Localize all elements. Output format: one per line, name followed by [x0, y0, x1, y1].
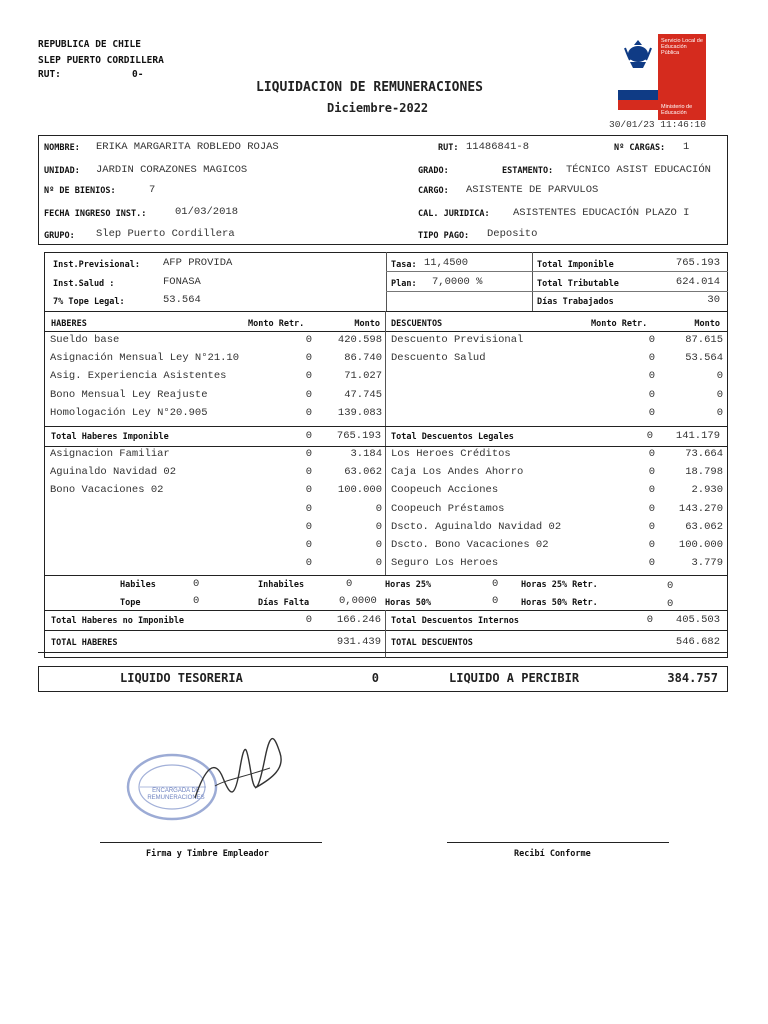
horas25r-label: Horas 25% Retr. — [521, 580, 598, 590]
table-row — [386, 447, 728, 465]
emp-rut-value: 11486841-8 — [466, 141, 530, 153]
table-row — [44, 556, 385, 574]
employer-signature-line — [100, 842, 322, 843]
asistencia-top-line — [44, 575, 728, 576]
row-monto-retr: 0 — [305, 334, 312, 346]
row-concept: Dscto. Bono Vacaciones 02 — [391, 539, 549, 551]
table-row — [44, 465, 385, 483]
row-monto: 2.930 — [691, 484, 723, 497]
table-row — [44, 351, 385, 369]
row-concept: Coopeuch Acciones — [391, 484, 499, 497]
table-row — [386, 406, 728, 424]
row-monto: 3.184 — [350, 448, 382, 460]
total-descuentos-internos-label: Total Descuentos Internos — [391, 616, 519, 626]
row-monto-retr: 0 — [305, 370, 312, 383]
table-row — [386, 502, 728, 520]
dias-falta-label: Días Falta — [258, 598, 310, 608]
row-monto-retr: 0 — [648, 352, 655, 365]
horas25-label: Horas 25% — [385, 580, 432, 590]
row-concept: Descuento Salud — [391, 352, 486, 365]
coat-of-arms-icon — [618, 34, 658, 74]
table-row — [386, 538, 728, 556]
unidad-value: JARDIN CORAZONES MAGICOS — [96, 164, 248, 176]
total-descuentos-internos-monto: 405.503 — [675, 614, 720, 626]
total-haberes-no-imponible-monto: 166.246 — [336, 614, 381, 626]
row-concept: Descuento Previsional — [391, 334, 524, 346]
liquido-tesoreria-label: LIQUIDO TESORERIA — [120, 671, 243, 685]
emp-rut-label: RUT: — [438, 143, 459, 153]
total-haberes-no-imponible-retr: 0 — [305, 614, 312, 626]
org-line-1: REPUBLICA DE CHILE — [38, 39, 141, 50]
col-monto-retr: Monto Retr. — [248, 319, 305, 329]
row-concept: Los Heroes Créditos — [391, 448, 511, 460]
total-haberes-no-imponible-label: Total Haberes no Imponible — [51, 616, 185, 626]
total-haberes-imponible-label: Total Haberes Imponible — [51, 432, 169, 442]
dias-trabajados-label: Días Trabajados — [537, 297, 614, 307]
juridica-value: ASISTENTES EDUCACIÓN PLAZO I — [513, 207, 690, 219]
habiles-value: 0 — [193, 578, 200, 590]
document-title: LIQUIDACION DE REMUNERACIONES — [256, 80, 483, 95]
bienios-label: Nº DE BIENIOS: — [44, 186, 116, 196]
table-row — [386, 388, 728, 406]
cargas-value: 1 — [683, 141, 690, 153]
row-monto-retr: 0 — [305, 406, 312, 419]
table-row — [44, 388, 385, 406]
nombre-value: ERIKA MARGARITA ROBLEDO ROJAS — [96, 141, 279, 153]
liquido-percibir-label: LIQUIDO A PERCIBIR — [449, 671, 580, 685]
row-monto-retr: 0 — [648, 484, 655, 497]
inhabiles-value: 0 — [346, 578, 353, 590]
table-row — [44, 333, 385, 351]
row-concept: Dscto. Aguinaldo Navidad 02 — [391, 520, 562, 533]
row-concept: Asig. Experiencia Asistentes — [50, 370, 227, 383]
tope-value: 0 — [193, 595, 200, 607]
plan-label: Plan: — [391, 279, 417, 289]
cargo-label: CARGO: — [418, 186, 449, 196]
row-monto-retr: 0 — [648, 466, 655, 479]
col-monto: Monto — [354, 319, 380, 329]
total-tributable-label: Total Tributable — [537, 279, 619, 289]
table-row — [44, 447, 385, 465]
logo-red-panel — [658, 34, 706, 120]
logo-white-panel — [618, 34, 658, 120]
inst-prev-label: Inst.Previsional: — [53, 260, 140, 270]
logo-text-top: Servicio Local de Educación Pública — [661, 38, 703, 56]
inst-prev-value: AFP PROVIDA — [163, 257, 233, 269]
cargas-label: Nº CARGAS: — [614, 143, 666, 153]
row-monto-retr: 0 — [305, 520, 312, 533]
prev-row-line-3 — [386, 271, 532, 272]
timestamp: 30/01/23 11:46:10 — [609, 119, 706, 130]
row-monto: 100.000 — [337, 484, 382, 497]
ministry-logo — [618, 34, 706, 120]
row-monto: 0 — [716, 388, 723, 401]
total-descuentos-legales-label: Total Descuentos Legales — [391, 432, 514, 442]
row-monto-retr: 0 — [305, 539, 312, 551]
grupo-value: Slep Puerto Cordillera — [96, 228, 235, 240]
row-monto-retr: 0 — [305, 466, 312, 479]
colhead-bottom-line — [44, 331, 728, 332]
dias-trabajados-value: 30 — [707, 294, 720, 306]
row-concept: Homologación Ley N°20.905 — [50, 406, 208, 419]
row-monto: 86.740 — [344, 352, 382, 365]
table-row — [386, 465, 728, 483]
sec2-total-bottom-line — [44, 630, 728, 631]
row-monto-retr: 0 — [305, 502, 312, 515]
total-haberes-value: 931.439 — [336, 636, 381, 648]
row-monto-retr: 0 — [305, 557, 312, 570]
dias-falta-value: 0,0000 — [339, 595, 377, 607]
handwritten-signature — [185, 728, 295, 808]
total-imponible-value: 765.193 — [675, 257, 720, 269]
nombre-label: NOMBRE: — [44, 143, 80, 153]
row-monto-retr: 0 — [648, 370, 655, 383]
total-haberes-imponible-monto: 765.193 — [336, 430, 381, 442]
inst-salud-label: Inst.Salud : — [53, 279, 115, 289]
tope-legal-label: 7% Tope Legal: — [53, 297, 125, 307]
unidad-label: UNIDAD: — [44, 166, 80, 176]
employer-signature-label: Firma y Timbre Empleador — [146, 849, 269, 859]
cargo-value: ASISTENTE DE PARVULOS — [466, 184, 599, 196]
prev-divider-2 — [532, 252, 533, 311]
horas50-value: 0 — [492, 595, 499, 607]
logo-blue-bar — [618, 90, 658, 100]
estamento-value: TÉCNICO ASIST EDUCACIÓN — [566, 164, 711, 176]
col-descuentos: DESCUENTOS — [391, 319, 443, 329]
row-monto: 0 — [716, 406, 723, 419]
row-monto: 0 — [375, 539, 382, 551]
row-monto: 47.745 — [344, 388, 382, 401]
row-concept: Sueldo base — [50, 334, 120, 346]
row-monto-retr: 0 — [305, 448, 312, 460]
totals-bottom-line — [38, 652, 728, 653]
logo-text-bottom: Ministerio de Educación — [661, 104, 693, 116]
liquido-tesoreria-value: 0 — [371, 671, 379, 685]
habiles-label: Habiles — [120, 580, 156, 590]
logo-red-bar — [618, 100, 658, 110]
row-monto-retr: 0 — [648, 539, 655, 551]
row-monto: 143.270 — [678, 502, 723, 515]
table-row — [386, 556, 728, 574]
col-monto-2: Monto — [694, 319, 720, 329]
row-monto-retr: 0 — [305, 388, 312, 401]
bienios-value: 7 — [149, 184, 156, 196]
table-row — [44, 369, 385, 387]
table-row — [386, 483, 728, 501]
prev-divider-1 — [386, 252, 387, 311]
row-monto-retr: 0 — [305, 484, 312, 497]
row-concept: Bono Vacaciones 02 — [50, 484, 164, 497]
table-row — [386, 520, 728, 538]
table-row — [44, 406, 385, 424]
tasa-label: Tasa: — [391, 260, 417, 270]
row-monto: 18.798 — [685, 466, 723, 479]
sec1-total-top-line — [44, 426, 728, 427]
total-imponible-label: Total Imponible — [537, 260, 614, 270]
row-monto-retr: 0 — [648, 388, 655, 401]
row-monto: 71.027 — [344, 370, 382, 383]
row-monto-retr: 0 — [648, 557, 655, 570]
inhabiles-label: Inhabiles — [258, 580, 305, 590]
total-descuentos-legales-retr: 0 — [646, 430, 653, 442]
row-concept: Asignacion Familiar — [50, 448, 170, 460]
table-row — [386, 351, 728, 369]
plan-value: 7,0000 % — [432, 276, 483, 288]
row-monto-retr: 0 — [648, 448, 655, 460]
total-descuentos-value: 546.682 — [675, 636, 720, 648]
row-monto-retr: 0 — [305, 352, 312, 365]
document-period: Diciembre-2022 — [327, 101, 429, 115]
inst-salud-value: FONASA — [163, 276, 201, 288]
row-monto: 63.062 — [685, 520, 723, 533]
table-row — [44, 483, 385, 501]
row-monto: 53.564 — [685, 352, 723, 365]
total-tributable-value: 624.014 — [675, 276, 720, 288]
row-monto: 73.664 — [685, 448, 723, 460]
ingreso-value: 01/03/2018 — [175, 206, 239, 218]
tope-label: Tope — [120, 598, 141, 608]
org-line-2: SLEP PUERTO CORDILLERA — [38, 55, 164, 66]
row-monto-retr: 0 — [648, 502, 655, 515]
row-monto-retr: 0 — [648, 334, 655, 346]
horas50r-label: Horas 50% Retr. — [521, 598, 598, 608]
row-monto: 0 — [375, 502, 382, 515]
grupo-label: GRUPO: — [44, 231, 75, 241]
tope-legal-value: 53.564 — [163, 294, 201, 306]
receiver-signature-label: Recibí Conforme — [514, 849, 591, 859]
horas25r-value: 0 — [667, 580, 674, 592]
total-haberes-label: TOTAL HABERES — [51, 638, 118, 648]
tipo-pago-value: Deposito — [487, 228, 538, 240]
prev-row-line-1 — [532, 271, 728, 272]
stamp-text: ENCARGADA DE REMUNERACIONES — [147, 788, 205, 801]
estamento-label: ESTAMENTO: — [502, 166, 554, 176]
table-row — [44, 538, 385, 556]
row-concept: Seguro Los Heroes — [391, 557, 499, 570]
table-row — [386, 369, 728, 387]
tipo-pago-label: TIPO PAGO: — [418, 231, 470, 241]
col-monto-retr-2: Monto Retr. — [591, 319, 648, 329]
row-concept: Bono Mensual Ley Reajuste — [50, 388, 208, 401]
table-row — [44, 502, 385, 520]
total-descuentos-legales-monto: 141.179 — [675, 430, 720, 442]
totals-center-divider — [385, 610, 386, 658]
table-row — [44, 520, 385, 538]
row-concept: Caja Los Andes Ahorro — [391, 466, 524, 479]
prev-row-line-2 — [532, 291, 728, 292]
row-monto: 63.062 — [344, 466, 382, 479]
prev-row-line-4 — [386, 291, 532, 292]
juridica-label: CAL. JURIDICA: — [418, 209, 490, 219]
total-haberes-imponible-retr: 0 — [305, 430, 312, 442]
row-monto: 139.083 — [337, 406, 382, 419]
row-concept: Coopeuch Préstamos — [391, 502, 505, 515]
total-descuentos-label: TOTAL DESCUENTOS — [391, 638, 473, 648]
receiver-signature-line — [447, 842, 669, 843]
col-haberes: HABERES — [51, 319, 87, 329]
row-monto: 3.779 — [691, 557, 723, 570]
horas50-label: Horas 50% — [385, 598, 432, 608]
ingreso-label: FECHA INGRESO INST.: — [44, 209, 147, 219]
row-monto: 100.000 — [678, 539, 723, 551]
header-rut-label: RUT: — [38, 69, 61, 80]
row-monto: 0 — [375, 557, 382, 570]
row-monto: 0 — [716, 370, 723, 383]
prev-bottom-line — [44, 311, 728, 312]
row-monto: 420.598 — [337, 334, 382, 346]
row-monto: 0 — [375, 520, 382, 533]
total-descuentos-internos-retr: 0 — [646, 614, 653, 626]
horas25-value: 0 — [492, 578, 499, 590]
horas50r-value: 0 — [667, 598, 674, 610]
grado-label: GRADO: — [418, 166, 449, 176]
table-row — [386, 333, 728, 351]
tasa-value: 11,4500 — [424, 257, 469, 269]
row-monto-retr: 0 — [648, 406, 655, 419]
header-rut-value: 0- — [132, 69, 144, 80]
row-concept: Asignación Mensual Ley N°21.10 — [50, 352, 240, 365]
liquido-percibir-value: 384.757 — [667, 671, 718, 685]
row-monto-retr: 0 — [648, 520, 655, 533]
row-concept: Aguinaldo Navidad 02 — [50, 466, 177, 479]
row-monto: 87.615 — [685, 334, 723, 346]
sec2-total-top-line — [44, 610, 728, 611]
